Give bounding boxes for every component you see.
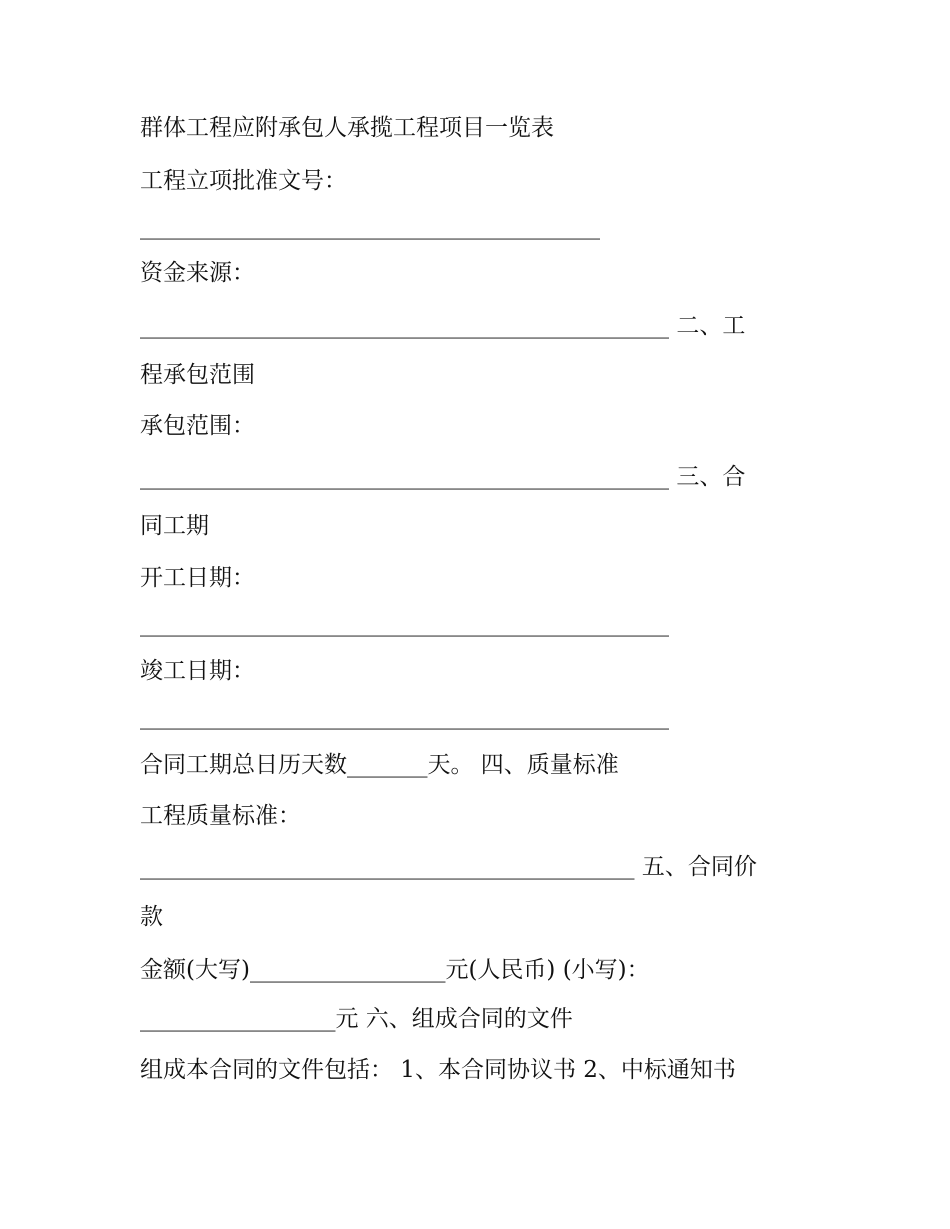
section-5-heading: 五、合同价 — [641, 854, 757, 880]
amount-upper-blank: _________________ — [249, 957, 446, 983]
project-approval-blank: ________________________________________ — [140, 214, 600, 240]
project-approval-label: 工程立项批准文号： — [140, 168, 347, 194]
amount-upper-label: 金额(大写) — [140, 957, 250, 983]
section-5-heading-continued: 款 — [140, 904, 163, 930]
quality-row — [140, 852, 757, 882]
fund-source-blank: ______________________________________________ — [140, 313, 669, 339]
section-3-heading-continued: 同工期 — [140, 513, 209, 539]
fund-source-row — [140, 311, 745, 341]
quality-standard-label: 工程质量标准： — [140, 803, 301, 829]
quality-standard-blank: ___________________________________________ — [140, 854, 635, 880]
scope-row — [140, 462, 745, 492]
start-date-blank: ______________________________________________ — [140, 611, 669, 637]
total-days-blank: _______ — [347, 752, 428, 778]
scope-label: 承包范围： — [140, 413, 255, 439]
amount-lower-blank: _________________ — [140, 1006, 336, 1032]
start-date-label: 开工日期： — [140, 565, 255, 591]
fund-source-label: 资金来源： — [140, 260, 255, 286]
amount-upper-suffix: 元(人民币) (小写)： — [445, 957, 650, 983]
amount-upper-row — [140, 955, 650, 985]
completion-date-label: 竣工日期： — [140, 658, 255, 684]
section-2-heading-continued: 程承包范围 — [140, 362, 255, 388]
document-title: 群体工程应附承包人承揽工程项目一览表 — [140, 115, 554, 141]
completion-date-blank: ______________________________________________ — [140, 704, 669, 730]
scope-blank: ______________________________________________ — [140, 464, 669, 490]
amount-lower-row — [140, 1004, 573, 1034]
total-days-row — [140, 750, 619, 780]
section-6-heading: 元 六、组成合同的文件 — [335, 1006, 573, 1032]
total-days-label: 合同工期总日历天数 — [140, 752, 347, 778]
contract-documents-list: 组成本合同的文件包括： 1、本合同协议书 2、中标通知书 — [140, 1057, 736, 1083]
section-3-heading: 三、合 — [676, 464, 746, 490]
section-4-heading: 天。 四、质量标准 — [427, 752, 619, 778]
section-2-heading: 二、工 — [676, 313, 746, 339]
